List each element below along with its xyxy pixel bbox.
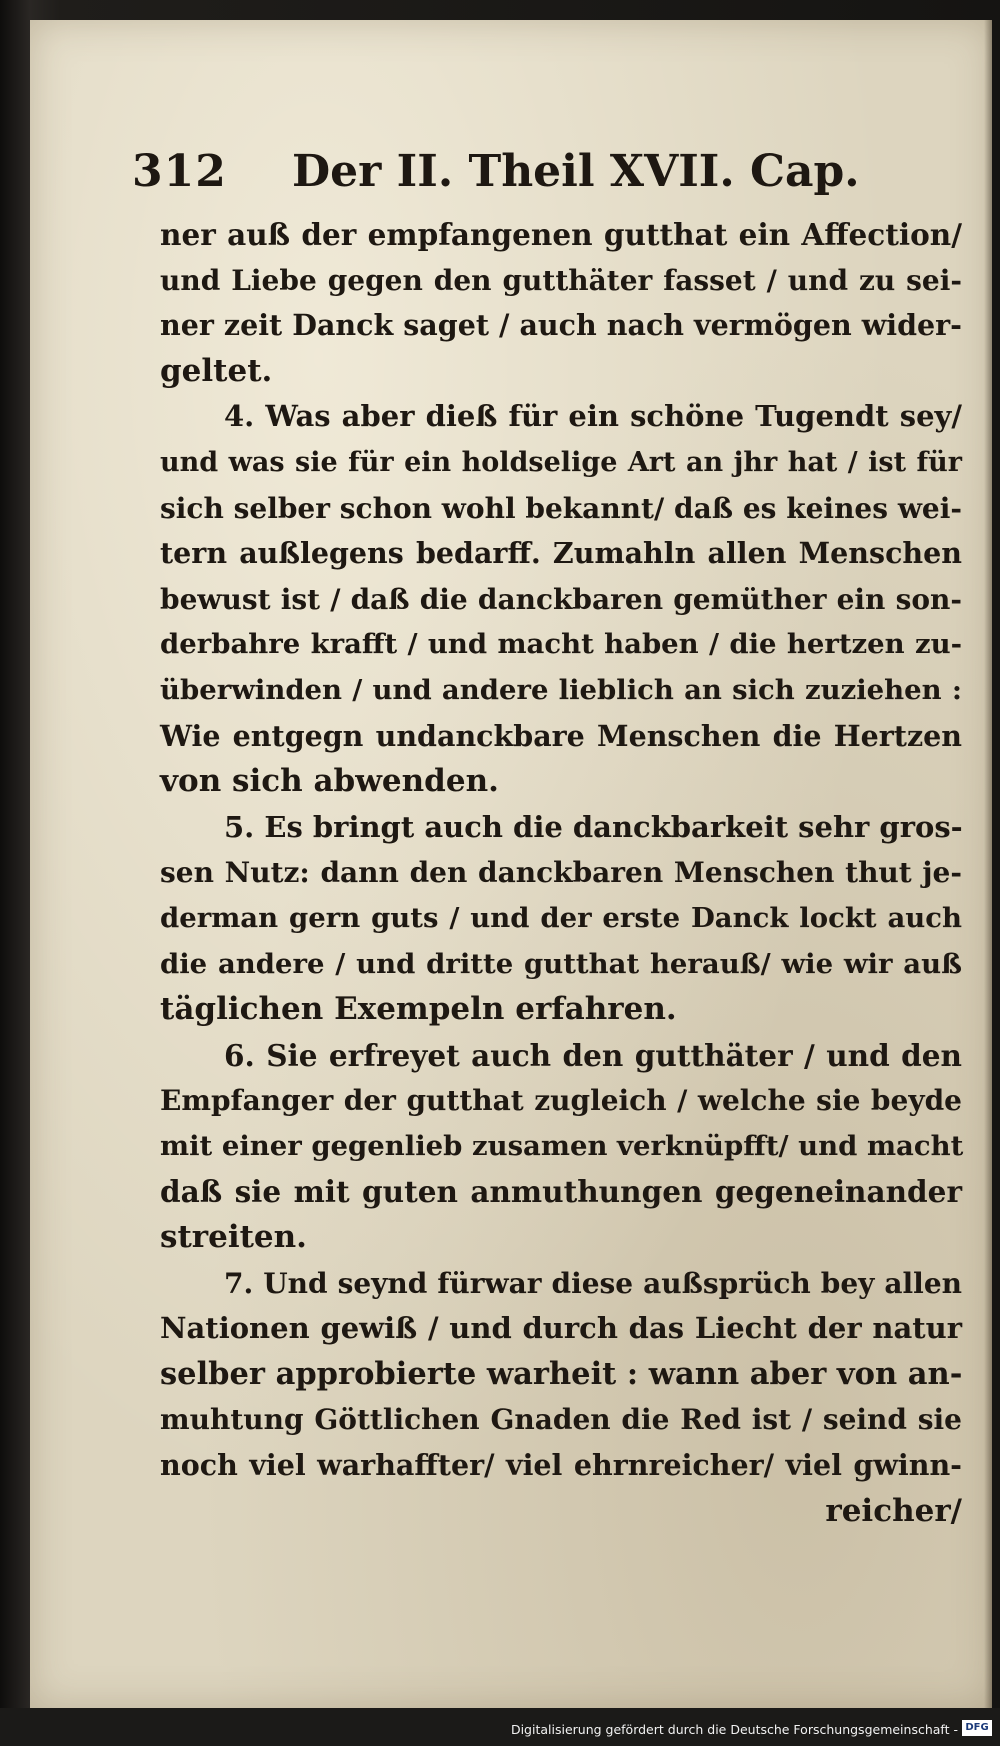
funding-note: Digitalisierung gefördert durch die Deutsche Forschungsgemeinschaft - (510, 1722, 958, 1737)
body-text (160, 212, 962, 1534)
text-line: Empfanger der gutthat zugleich / welche sie beyde (160, 1084, 962, 1118)
text-line: 4. Was aber dieß für ein schöne Tugendt sey/ (224, 399, 962, 434)
text-line: 7. Und seynd fürwar diese außsprüch bey allen (224, 1266, 962, 1300)
text-line: und was sie für ein holdselige Art an jhr hat / ist für (160, 446, 962, 478)
page-number: 312 (132, 146, 227, 197)
text-line: derbahre krafft / und macht haben / die hertzen zu- (160, 628, 962, 661)
text-line: muhtung Göttlichen Gnaden die Red ist / seind sie (160, 1403, 962, 1437)
text-line: sich selber schon wohl bekannt/ daß es keines wei- (160, 491, 962, 525)
text-line: sen Nutz: dann den danckbaren Menschen thut je- (160, 856, 962, 890)
text-line: geltet. (160, 352, 273, 389)
text-line: und Liebe gegen den gutthäter fasset / und zu sei- (160, 263, 962, 297)
text-line: ner zeit Danck saget / auch nach vermögen wider- (160, 308, 962, 343)
text-line: noch viel warhaffter/ viel ehrnreicher/ viel gwinn- (160, 1448, 962, 1483)
text-line: Wie entgegn undanckbare Menschen die Hertzen (160, 718, 962, 753)
text-line: tern außlegens bedarff. Zumahln allen Menschen (160, 536, 962, 571)
text-line: 5. Es bringt auch die danckbarkeit sehr gros- (224, 809, 963, 844)
text-line: die andere / und dritte gutthat herauß/ wie wir auß (160, 947, 962, 980)
page-header (132, 146, 952, 204)
text-line: selber approbierte warheit : wann aber von an- (160, 1355, 963, 1392)
text-line: 6. Sie erfreyet auch den gutthäter / und den (224, 1037, 962, 1073)
text-line: daß sie mit guten anmuthungen gegeneinander (160, 1174, 962, 1210)
dfg-logo: DFG (962, 1720, 992, 1736)
text-line: von sich abwenden. (160, 763, 499, 800)
catchword: reicher/ (825, 1492, 962, 1529)
text-line: mit einer gegenlieb zusamen verknüpfft/ und macht (160, 1129, 964, 1162)
running-title: Der II. Theil XVII. Cap. (292, 146, 860, 197)
page-edge-shadow (984, 20, 992, 1708)
text-line: Nationen gewiß / und durch das Liecht der natur (160, 1311, 962, 1346)
text-line: derman gern guts / und der erste Danck lockt auch (160, 901, 962, 934)
text-line: ner auß der empfangenen gutthat ein Affection/ (160, 217, 962, 252)
text-line: bewust ist / daß die danckbaren gemüther ein son- (160, 582, 962, 616)
text-line: täglichen Exempeln erfahren. (160, 991, 677, 1028)
text-line: streiten. (160, 1219, 307, 1256)
text-line: überwinden / und andere lieblich an sich zuziehen : (160, 673, 962, 706)
